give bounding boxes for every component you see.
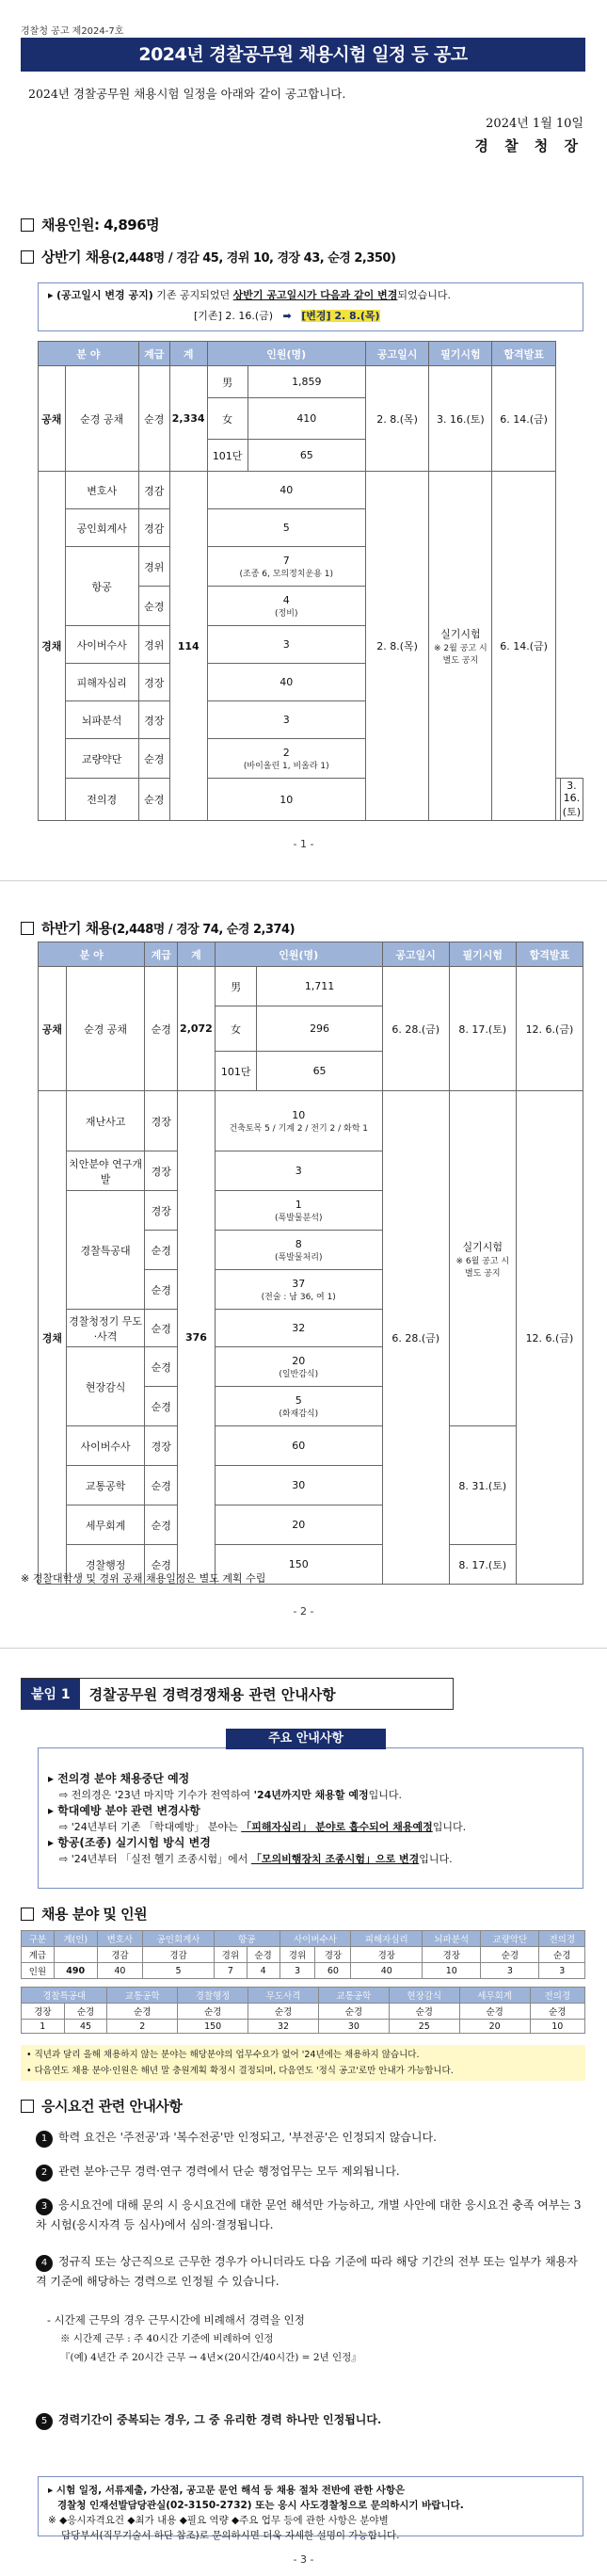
field-heading: 채용 분야 및 인원 bbox=[21, 1904, 147, 1924]
condition-4-sub: - 시간제 근무의 경우 근무시간에 비례해서 경력을 인정 ※ 시간제 근무 : 주 40시간 기준에 비례하여 인정 『(예) 4년간 주 20시간 근무 → 4년×(20시간/40시간) = 2년 인정』 bbox=[47, 2313, 361, 2363]
contact-box: ▸ 시험 일정, 서류제출, 가산점, 공고문 문언 해석 등 채용 절차 전반에 관한 사항은 경찰청 인재선발담당관실(02-3150-2732) 또는 응시 사도경찰청으로 문의하시기 바랍니다. ※ ◆응시자격요건 ◆최가 내용 ◆필요 역량 ◆주요 업무 등에 관한 사항은 분야별 담당부서(직무기술서 하단 참조)로 문의하시면 더욱 자세한 설명이 가능합니다. bbox=[38, 2476, 583, 2536]
condition-heading: 응시요건 관련 안내사항 bbox=[21, 2096, 182, 2116]
second-half-table: 분 야 계급 계 인원(명) 공고일시 필기시험 합격발표 공채 순경 공채 순경 2,072 男 1,711 6. 28.(금) 8. 17.(토) 12. 6.(금) 女 296 101단 65 경채 재난사고 경장 376 10 건축토목 5 / 기계 2 / 전기 2 / 화학 1 6. 28.(금) 실기시험 ※ 6월 공고 시 별도 공지 12. 6.(금) 치안분야 연구개발 경장 3 경찰특공대 경장 1 (폭발물분석) 순경 8 (폭발물처리) 순경 37 (전술 : 남 36, 여 1) 경찰청정기 무도·사격 순경 32 현장감식 순경 20 (일반감식) 순경 5 (화재감식) 사이버수사 경장 60 8. 31.(토) 교통공학 순경 30 세무회계 순경 20 경찰행정 순경 150 8. 17.(토) bbox=[38, 942, 583, 1585]
condition-3: 3 응시요건에 대해 문의 시 응시요건에 대한 문언 해석만 가능하고, 개별 사안에 대한 응시요건 충족 여부는 3차 시험(응시자격 등 심사)에서 심의·결정됩니다. bbox=[36, 2198, 582, 2231]
second-half-heading: 하반기 채용 (2,448명 / 경장 74, 순경 2,374) bbox=[21, 918, 295, 938]
checkbox-icon bbox=[21, 250, 34, 264]
first-half-table: 분 야 계급 계 인원(명) 공고일시 필기시험 합격발표 공채 순경 공채 순경 2,334 男 1,859 2. 8.(목) 3. 16.(토) 6. 14.(금) 女 410 101단 65 경채 변호사 경감 114 40 2. 8.(목) 실기시험 ※ 2월 공고 시 별도 공지 6. 14.(금) 공인회계사 경감 5 항공 경위 7 (조종 6, 모의정치운용 1) 순경 4 (정비) 사이버수사 경위 3 피해자심리 경장 40 뇌파분석 경장 3 교량약단 순경 2 (바이올린 1, 비올라 1) 전의경 순경 10 3. 16.(토) bbox=[38, 341, 583, 821]
total-heading: 채용인원: 4,896명 bbox=[21, 215, 159, 234]
condition-4: 4 정규직 또는 상근직으로 근무한 경우가 아니더라도 다음 기준에 따라 해당 기간의 전부 또는 일부가 채용자격 기준에 해당하는 경력으로 인정될 수 있습니다. bbox=[36, 2255, 578, 2288]
change-notice: ▸ (공고일시 변경 공지) 기존 공지되었던 상반기 공고일시가 다음과 같이 변경되었습니다. [기존] 2. 16.(금) ➡ [변경] 2. 8.(목) bbox=[38, 282, 583, 331]
page-number: - 2 - bbox=[293, 1605, 314, 1618]
field-table-2: 경찰특공대 교통공학 경찰행정 무도사격 교통공학 현장감식 세무회계 전의경 경장 순경 순경 순경 순경 순경 순경 순경 순경 1 45 2 150 32 30 25 20 10 bbox=[21, 1987, 585, 2034]
notice-date: 2024년 1월 10일 bbox=[486, 117, 583, 131]
footnote: ※ 경찰대학생 및 경위 공채 채용일정은 별도 계획 수립 bbox=[21, 1572, 266, 1585]
agency-name: 경 찰 청 장 bbox=[474, 137, 583, 154]
main-title: 2024년 경찰공무원 채용시험 일정 등 공고 bbox=[21, 38, 585, 72]
page-number: - 3 - bbox=[293, 2553, 314, 2566]
field-notes: • 직년과 달리 올해 채용하지 않는 분야는 해당분야의 업무수요가 없어 '24년에는 채용하지 않습니다. • 다음연도 채용 분야·인원은 해년 말 충원계획 확정시 결정되며, 다음연도 '정식 공고'로만 안내가 가능합니다. bbox=[21, 2045, 585, 2081]
appendix-header: 붙임 1 경찰공무원 경력경쟁채용 관련 안내사항 bbox=[21, 1678, 454, 1710]
checkbox-icon bbox=[21, 2100, 34, 2113]
intro-text: 2024년 경찰공무원 채용시험 일정을 아래와 같이 공고합니다. bbox=[28, 87, 346, 101]
checkbox-icon bbox=[21, 1908, 34, 1921]
page-divider bbox=[0, 880, 607, 881]
summary-box: ▸ 전의경 분야 채용중단 예정 ⇨ 전의경은 '23년 마지막 기수가 전역하여 '24년까지만 채용할 예정입니다. ▸ 학대예방 분야 관련 변경사항 ⇨ '24년부터 기존 「학대예방」 분야는 「피해자심리」 분야로 흡수되어 채용예정입니다. ▸ 항공(조종) 실기시험 방식 변경 ⇨ '24년부터 「실전 헬기 조종시험」에서 「모의비행장치 조종시험」으로 변경입니다. bbox=[38, 1747, 583, 1889]
condition-2: 2 관련 분야·근무 경력·연구 경력에서 단순 행정업무는 모두 제외됩니다. bbox=[36, 2162, 582, 2182]
summary-title: 주요 안내사항 bbox=[226, 1729, 386, 1749]
checkbox-icon bbox=[21, 922, 34, 935]
page-divider bbox=[0, 1648, 607, 1649]
condition-5: 5 경력기간이 중복되는 경우, 그 중 유리한 경력 하나만 인정됩니다. bbox=[36, 2410, 582, 2430]
checkbox-icon bbox=[21, 218, 34, 232]
condition-1: 1 학력 요건은 '주전공'과 '복수전공'만 인정되고, '부전공'은 인정되지 않습니다. bbox=[36, 2128, 582, 2148]
field-table-1: 구분 계(인) 변호사 공인회계사 항공 사이버수사 피해자심리 뇌파분석 교량악단 전의경 계급 경감 경감 경위 순경 경위 경장 경장 경장 순경 순경 인원 490 40 5 7 4 3 60 40 10 3 3 bbox=[21, 1930, 585, 1979]
page-number: - 1 - bbox=[293, 838, 314, 850]
notice-number: 경찰청 공고 제2024-7호 bbox=[21, 26, 124, 37]
arrow-right-icon: ➡ bbox=[282, 310, 292, 322]
first-half-heading: 상반기 채용 (2,448명 / 경감 45, 경위 10, 경장 43, 순경 2,350) bbox=[21, 247, 395, 266]
